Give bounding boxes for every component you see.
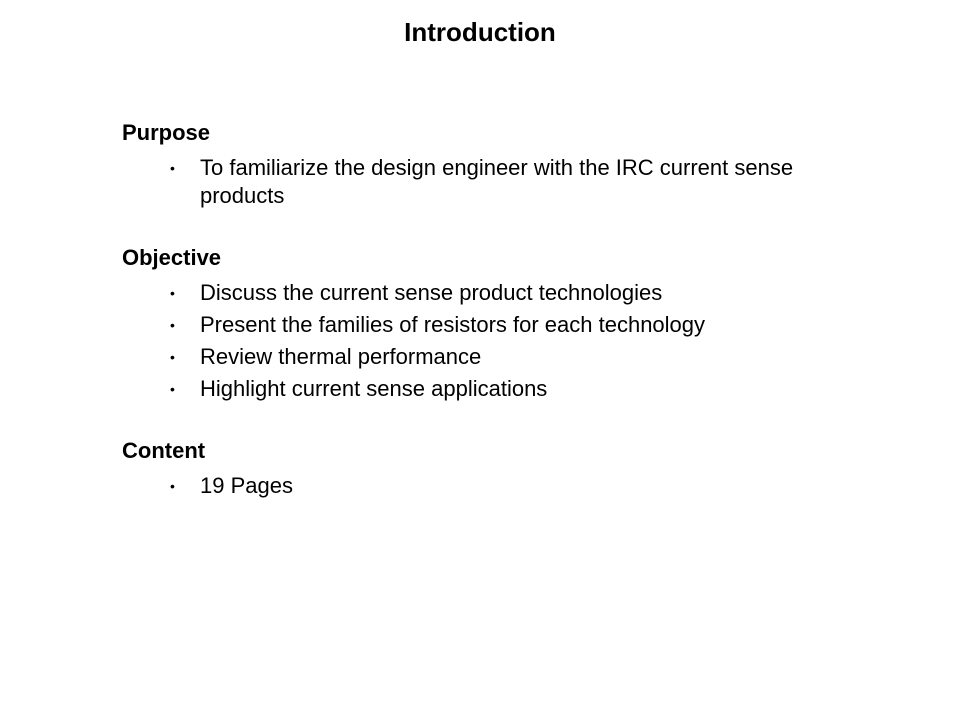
slide-content [122,116,862,531]
bullet-item [122,311,862,339]
bullet-list [122,279,862,403]
section-heading: Content [122,438,206,463]
section-heading: Objective [122,245,222,270]
bullet-icon: • [170,317,175,333]
bullet-text: Highlight current sense applications [200,376,548,401]
slide-title: Introduction [404,17,556,47]
section-heading: Purpose [122,120,211,145]
bullet-icon: • [170,160,175,176]
bullet-text: To familiarize the design engineer with the IRC current sense products [200,155,794,208]
bullet-item [122,375,862,403]
bullet-icon: • [170,349,175,365]
bullet-icon: • [170,381,175,397]
bullet-list [122,154,862,210]
bullet-item [122,154,862,210]
bullet-text: Present the families of resistors for each technology [200,312,706,337]
bullet-text: 19 Pages [200,473,293,498]
bullet-text: Review thermal performance [200,344,482,369]
bullet-item [122,279,862,307]
section-content [122,434,862,500]
bullet-icon: • [170,285,175,301]
bullet-text: Discuss the current sense product technologies [200,280,663,305]
section-purpose [122,116,862,210]
bullet-item [122,472,862,500]
section-objective [122,241,862,403]
bullet-icon: • [170,478,175,494]
bullet-list [122,472,862,500]
bullet-item [122,343,862,371]
